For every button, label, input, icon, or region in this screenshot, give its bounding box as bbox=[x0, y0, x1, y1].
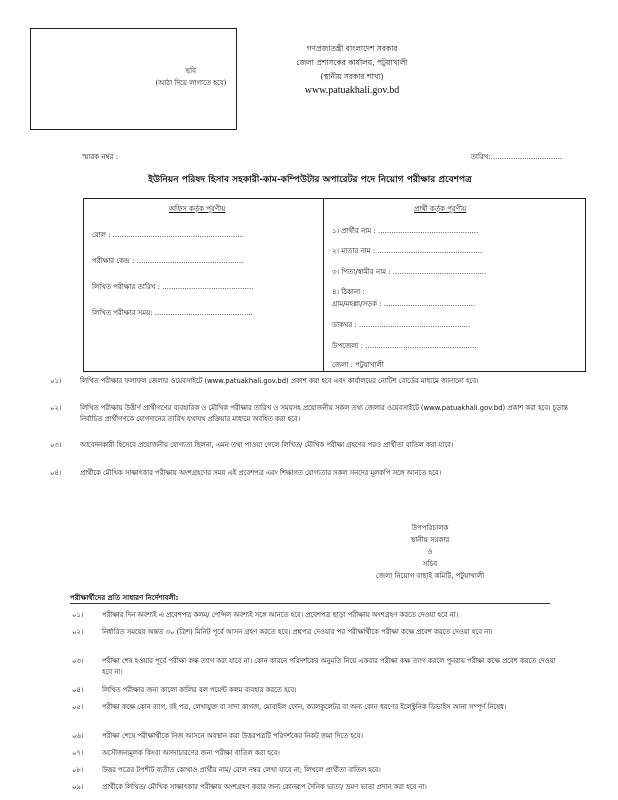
divider bbox=[70, 603, 550, 604]
father-name-field: ৩। পিতা/স্বামীর নাম : .......................................... bbox=[332, 268, 487, 276]
photo-label: ছবি (আঠা দিয়ে লাগাতে হবে) bbox=[155, 67, 227, 87]
village-field: গ্রাম/মহল্লা/সড়ক : ......................................... bbox=[332, 300, 476, 308]
roll-field: রোল : ........................................................... bbox=[92, 231, 245, 239]
office-column-heading: অফিস কর্তৃক পূরণীয় bbox=[169, 205, 226, 213]
column-divider bbox=[323, 199, 324, 371]
candidate-column-heading: প্রার্থী কর্তৃক পূরণীয় bbox=[414, 205, 467, 213]
instructions-heading: পরীক্ষার্থীদের প্রতি সাধারণ নির্দেশাবলী: bbox=[70, 594, 179, 602]
photo-box bbox=[30, 28, 237, 130]
branch-name: (স্থানীয় সরকার শাখা) bbox=[320, 72, 384, 81]
address-label: ৪। ঠিকানা : bbox=[332, 288, 365, 296]
document-title: ইউনিয়ন পরিষদ হিসাব সহকারী-কাম-কম্পিউটার অপারেটর পদে নিয়োগ পরীক্ষার প্রবেশপত্র bbox=[148, 175, 472, 185]
date-field: তারিখ:................................ bbox=[470, 153, 562, 161]
center-field: পরীক্ষার কেন্দ্র : ................................................ bbox=[92, 257, 244, 265]
signature-block: উপপরিচালক স্থানীয় সরকার ও সচিব জেলা নিয়োগ বাছাই কমিটি, পটুয়াখালী bbox=[375, 524, 485, 580]
memo-number: স্মারক নম্বর : bbox=[82, 153, 119, 161]
office-header bbox=[232, 42, 472, 98]
office-name: জেলা প্রশাসকের কার্যালয়, পটুয়াখালী bbox=[296, 58, 408, 67]
written-time-field: লিখিত পরীক্ষার সময়: ............................................ bbox=[92, 309, 253, 317]
memo-row bbox=[82, 151, 562, 163]
govt-name: গণপ্রজাতন্ত্রী বাংলাদেশ সরকার bbox=[306, 44, 398, 53]
mother-name-field: ২। মাতার নাম : ............................................... bbox=[332, 247, 483, 255]
written-date-field: লিখিত পরীক্ষার তারিখ : ......................................... bbox=[92, 283, 254, 291]
post-office-field: ডাকঘর : .................................................. bbox=[332, 321, 471, 329]
upazila-field: উপজেলা : .................................................. bbox=[332, 342, 477, 350]
candidate-name-field: ১। প্রার্থীর নাম : ............................................. bbox=[332, 227, 479, 235]
website-url: www.patuakhali.gov.bd bbox=[304, 85, 400, 96]
district-field: জেলা : পটুয়াখালী bbox=[332, 361, 384, 369]
admit-card-table bbox=[83, 198, 586, 372]
